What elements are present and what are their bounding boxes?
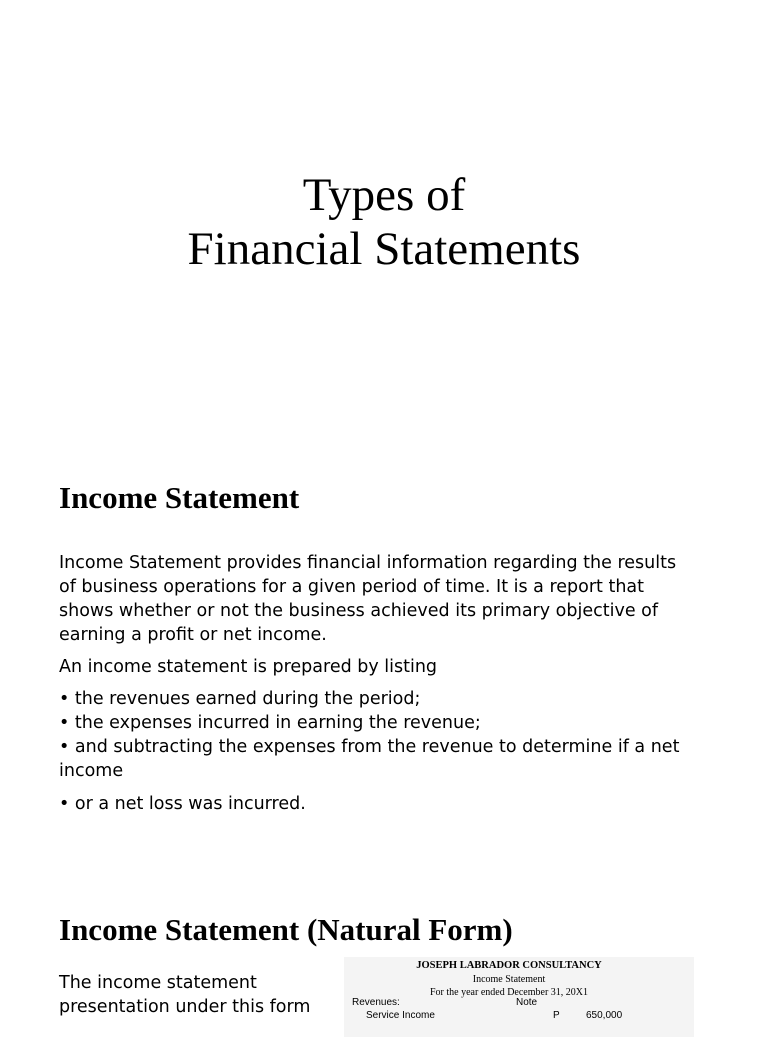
statement-title: Income Statement [472,974,546,985]
bullet-item: • and subtracting the expenses from the revenue to determine if a net [59,737,680,757]
service-income-amount: 650,000 [586,1010,623,1021]
currency-symbol: P [553,1010,560,1021]
paragraph-line: of business operations for a given period of time. It is a report that [59,577,644,597]
main-title-line-2: Financial Statements [187,223,581,275]
natural-form-line: The income statement [59,973,257,993]
main-title-line-1: Types of [302,169,466,221]
revenues-label: Revenues: [352,997,400,1008]
bullet-item: • or a net loss was incurred. [59,794,306,814]
intro-line: An income statement is prepared by listing [59,657,438,677]
definition-paragraph [59,551,719,647]
paragraph-line: Income Statement provides financial information regarding the results [59,553,677,573]
last-bullet-wrap [59,792,719,816]
income-statement-body [59,551,719,647]
natural-form-text [59,971,339,1019]
bullet-item-continuation: income [59,761,124,781]
income-statement-heading: Income Statement [59,480,300,515]
bullet-list [59,687,719,783]
paragraph-line: shows whether or not the business achieved its primary objective of [59,601,659,621]
paragraph-line: earning a profit or net income. [59,625,327,645]
note-label: Note [516,997,538,1008]
bullet-item: • the expenses incurred in earning the revenue; [59,713,481,733]
main-title [0,168,768,276]
service-income-label: Service Income [366,1010,435,1021]
statement-period: For the year ended December 31, 20X1 [430,987,588,998]
intro-line-wrap [59,655,719,679]
natural-form-line: presentation under this form [59,997,311,1017]
natural-form-heading: Income Statement (Natural Form) [59,912,513,947]
income-statement-image [344,957,694,1037]
bullet-item: • the revenues earned during the period; [59,689,421,709]
statement-company: JOSEPH LABRADOR CONSULTANCY [416,960,602,971]
title-slide [0,0,768,432]
